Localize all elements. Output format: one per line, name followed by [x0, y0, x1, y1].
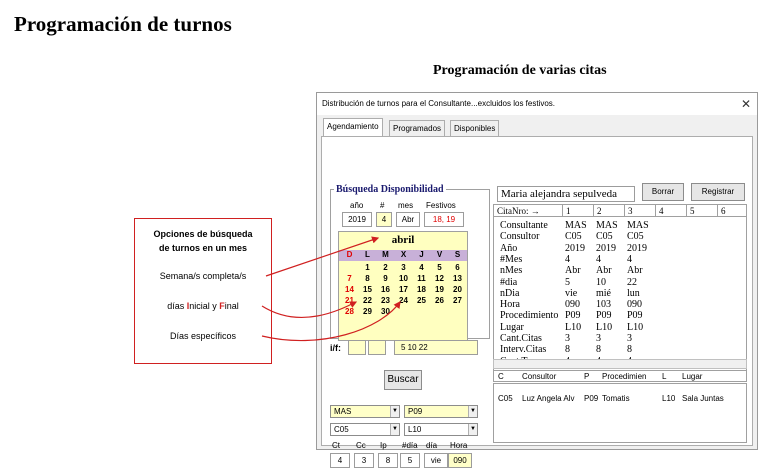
grid-cell[interactable]: L10	[565, 321, 582, 333]
grid-row-label: Procedimiento	[500, 310, 559, 322]
bottom-value-field[interactable]: 3	[354, 453, 374, 468]
grid-cell[interactable]: L10	[596, 321, 613, 333]
day-header: L	[365, 250, 370, 259]
grid-cell[interactable]: 090	[627, 299, 642, 311]
grid-row	[494, 277, 746, 288]
grid-row	[494, 344, 746, 355]
grid-row-label: Consultor	[500, 231, 540, 243]
calendar-day[interactable]: 29	[363, 307, 372, 316]
bottom-label: #día	[402, 441, 418, 450]
calendar-day[interactable]: 11	[417, 274, 426, 283]
consultor-list[interactable]	[493, 383, 747, 443]
combo-value: MAS	[334, 407, 352, 416]
day-header: V	[436, 250, 443, 259]
bottom-label: Ip	[380, 441, 387, 450]
chevron-down-icon[interactable]: ▼	[390, 424, 399, 435]
calendar-day[interactable]: 30	[381, 307, 390, 316]
grid-row	[494, 243, 746, 254]
grid-cell[interactable]: 8	[596, 344, 601, 356]
dias-especificos-field[interactable]: 5 10 22	[394, 340, 478, 355]
list-header	[493, 370, 747, 382]
if-label: i/f:	[330, 343, 341, 353]
list-col-header: Procedimien	[602, 372, 647, 381]
bottom-label: Ct	[332, 441, 340, 450]
bottom-label: Cc	[356, 441, 366, 450]
day-header: S	[454, 250, 461, 259]
grid-cell[interactable]: 3	[627, 333, 632, 344]
mes-field[interactable]: Abr	[396, 212, 420, 227]
calendar-month: abril	[391, 234, 415, 246]
month-calendar[interactable]	[338, 231, 468, 341]
grid-col-header: 4	[655, 205, 686, 217]
list-item[interactable]	[494, 394, 746, 406]
annotation-heading	[135, 227, 271, 255]
grid-cell[interactable]: Abr	[627, 265, 643, 277]
grid-cell[interactable]: 2019	[565, 242, 585, 254]
calendar-day[interactable]: 6	[455, 263, 460, 272]
calendar-day[interactable]: 21	[345, 296, 354, 305]
grid-row	[494, 333, 746, 344]
anno-text: inal	[224, 301, 239, 311]
bottom-value-field[interactable]: 090	[448, 453, 472, 468]
grid-cell[interactable]: 090	[565, 299, 580, 311]
grid-row-label: Año	[500, 242, 518, 254]
grid-col-header: 1	[562, 205, 593, 217]
label-anio: año	[350, 201, 364, 210]
day-header: M	[382, 250, 389, 259]
dialog-titlebar	[317, 93, 757, 115]
annotation-option-range	[135, 301, 271, 311]
grid-cell[interactable]: 4	[565, 253, 570, 265]
grid-header	[494, 205, 746, 217]
calendar-day[interactable]: 3	[401, 263, 406, 272]
grid-row-label: Cant.Citas	[500, 333, 542, 344]
tab-disponibles[interactable]: Disponibles	[450, 120, 499, 136]
dialog-title: Distribución de turnos para el Consultante...excluidos los festivos.	[322, 99, 556, 108]
grid-cell[interactable]: P09	[627, 310, 643, 322]
grid-header-label: CitaNro: →	[497, 206, 540, 216]
grid-cell[interactable]: 2019	[627, 242, 647, 254]
grid-row-label: Lugar	[500, 321, 524, 333]
dia-inicial-field[interactable]	[348, 340, 366, 355]
anio-field[interactable]: 2019	[342, 212, 372, 227]
grid-cell[interactable]: 3	[596, 333, 601, 344]
procedimiento-combo[interactable]	[404, 405, 478, 418]
calendar-day[interactable]: 28	[345, 307, 354, 316]
chevron-down-icon[interactable]: ▼	[468, 424, 477, 435]
grid-cell[interactable]: 2019	[596, 242, 616, 254]
calendar-day[interactable]: 10	[399, 274, 408, 283]
figure-caption: Programación de varias citas	[433, 63, 607, 78]
day-header: X	[400, 250, 407, 259]
bottom-value-field[interactable]: 8	[378, 453, 398, 468]
grid-row	[494, 299, 746, 310]
calendar-day[interactable]: 20	[453, 285, 462, 294]
calendar-day[interactable]: 24	[399, 296, 408, 305]
grid-row-label: nMes	[500, 265, 523, 277]
calendar-day[interactable]: 25	[417, 296, 426, 305]
calendar-day[interactable]: 16	[381, 285, 390, 294]
combo-value: L10	[408, 425, 422, 434]
bottom-value-field[interactable]: 4	[330, 453, 350, 468]
anno-text: nicial y	[189, 301, 220, 311]
calendar-day[interactable]: 14	[345, 285, 354, 294]
calendar-day[interactable]: 4	[419, 263, 424, 272]
grid-row	[494, 254, 746, 265]
tab-programados[interactable]: Programados	[389, 120, 445, 136]
calendar-day[interactable]: 12	[435, 274, 444, 283]
grid-cell[interactable]: 5	[565, 276, 570, 288]
grid-cell[interactable]: vie	[565, 287, 578, 299]
dialog-window	[316, 92, 758, 465]
calendar-day[interactable]: 19	[435, 285, 444, 294]
annotation-box	[134, 218, 272, 364]
grid-cell[interactable]: Abr	[596, 265, 612, 277]
grid-cell[interactable]: 3	[565, 333, 570, 344]
calendar-day[interactable]: 9	[383, 274, 388, 283]
buscar-button[interactable]: Buscar	[384, 370, 422, 390]
consultante-combo[interactable]	[330, 405, 400, 418]
bottom-label: día	[426, 441, 438, 450]
list-col-header: Lugar	[682, 372, 703, 381]
grid-cell[interactable]: 22	[627, 276, 637, 288]
tab-agendamiento[interactable]: Agendamiento	[323, 118, 383, 137]
grid-cell[interactable]: C05	[627, 231, 644, 243]
list-cell: Sala Juntas	[682, 394, 724, 403]
label-num: #	[380, 201, 385, 210]
grid-row-label: nDia	[500, 287, 520, 299]
list-cell: C05	[498, 394, 513, 403]
grid-row	[494, 322, 746, 333]
grid-col-header: 5	[686, 205, 717, 217]
list-cell: Luz Angela Alv	[522, 394, 575, 403]
grid-row	[494, 220, 746, 231]
grid-cell[interactable]: L10	[627, 321, 644, 333]
grid-cell[interactable]: 8	[627, 344, 632, 356]
combo-value: P09	[408, 407, 423, 416]
grid-cell[interactable]: C05	[596, 231, 613, 243]
registrar-button[interactable]: Registrar	[691, 183, 745, 201]
list-col-header: Consultor	[522, 372, 557, 381]
grid-cell[interactable]: 10	[596, 276, 606, 288]
grid-col-header: 3	[624, 205, 655, 217]
grid-cell[interactable]: 8	[565, 344, 570, 356]
festivos-field[interactable]: 18, 19	[424, 212, 464, 227]
anno-text: I	[186, 301, 190, 311]
grid-cell[interactable]: 4	[627, 253, 632, 265]
calendar-day[interactable]: 27	[453, 296, 462, 305]
calendar-day[interactable]: 13	[453, 274, 462, 283]
grid-cell[interactable]: C05	[565, 231, 582, 243]
grid-row-label: #dia	[500, 276, 518, 288]
calendar-day[interactable]: 23	[381, 296, 390, 305]
annotation-option-specific: Días específicos	[169, 331, 237, 341]
calendar-day[interactable]: 7	[347, 274, 352, 283]
grid-row	[494, 310, 746, 321]
grid-cell[interactable]: P09	[565, 310, 581, 322]
day-header: J	[419, 250, 424, 259]
anno-text: días	[167, 301, 187, 311]
annotation-heading-line: Opciones de búsqueda	[153, 229, 253, 239]
grid-row-label: #Mes	[500, 253, 523, 265]
calendar-day[interactable]: 8	[365, 274, 370, 283]
grid-row	[494, 288, 746, 299]
borrar-button[interactable]: Borrar	[642, 183, 684, 201]
bottom-value-field[interactable]: vie	[424, 453, 448, 468]
chevron-down-icon[interactable]: ▼	[468, 406, 477, 417]
list-col-header: C	[498, 372, 504, 381]
horizontal-scrollbar[interactable]	[493, 359, 747, 369]
citas-grid[interactable]	[493, 204, 747, 378]
calendar-day[interactable]: 5	[437, 263, 442, 272]
grid-row	[494, 265, 746, 276]
calendar-day[interactable]: 26	[435, 296, 444, 305]
grid-cell[interactable]: MAS	[627, 220, 649, 231]
num-mes-field[interactable]: 4	[376, 212, 392, 227]
list-cell: Tomatis	[602, 394, 630, 403]
busqueda-title: Búsqueda Disponibilidad	[336, 184, 444, 195]
grid-cell[interactable]: lun	[627, 287, 640, 299]
grid-cell[interactable]: mié	[596, 287, 611, 299]
grid-cell[interactable]: MAS	[565, 220, 587, 231]
grid-cell[interactable]: P09	[596, 310, 612, 322]
grid-cell[interactable]: MAS	[596, 220, 618, 231]
grid-cell[interactable]: Abr	[565, 265, 581, 277]
grid-row-label: Hora	[500, 299, 520, 311]
calendar-day[interactable]: 2	[383, 263, 388, 272]
grid-row-label: Interv.Citas	[500, 344, 547, 356]
grid-col-header: 6	[717, 205, 748, 217]
bottom-label: Hora	[450, 441, 468, 450]
grid-cell[interactable]: 103	[596, 299, 611, 311]
label-festivos: Festivos	[426, 201, 456, 210]
grid-row-label: Consultante	[500, 220, 548, 231]
label-mes: mes	[398, 201, 414, 210]
combo-value: C05	[334, 425, 349, 434]
consultor-combo[interactable]	[330, 423, 400, 436]
lugar-combo[interactable]	[404, 423, 478, 436]
grid-col-header: 2	[593, 205, 624, 217]
annotation-option-weeks: Semana/s completa/s	[159, 271, 247, 281]
list-cell: P09	[584, 394, 599, 403]
calendar-day[interactable]: 1	[365, 263, 370, 272]
grid-row	[494, 231, 746, 242]
calendar-header	[339, 250, 467, 261]
list-cell: L10	[662, 394, 676, 403]
chevron-down-icon[interactable]: ▼	[390, 406, 399, 417]
bottom-value-field[interactable]: 5	[400, 453, 420, 468]
consultante-name-field[interactable]: Maria alejandra sepulveda	[497, 186, 635, 202]
calendar-day[interactable]: 18	[417, 285, 426, 294]
page-title: Programación de turnos	[14, 12, 232, 36]
anno-text: F	[219, 301, 225, 311]
calendar-day[interactable]: 15	[363, 285, 372, 294]
day-header: D	[346, 250, 353, 259]
list-col-header: P	[584, 372, 590, 381]
annotation-heading-line: de turnos en un mes	[158, 243, 247, 253]
grid-cell[interactable]: 4	[596, 253, 601, 265]
calendar-day[interactable]: 17	[399, 285, 408, 294]
close-icon[interactable]: ✕	[740, 97, 751, 111]
list-col-header: L	[662, 372, 667, 381]
calendar-day[interactable]: 22	[363, 296, 372, 305]
dia-final-field[interactable]	[368, 340, 386, 355]
